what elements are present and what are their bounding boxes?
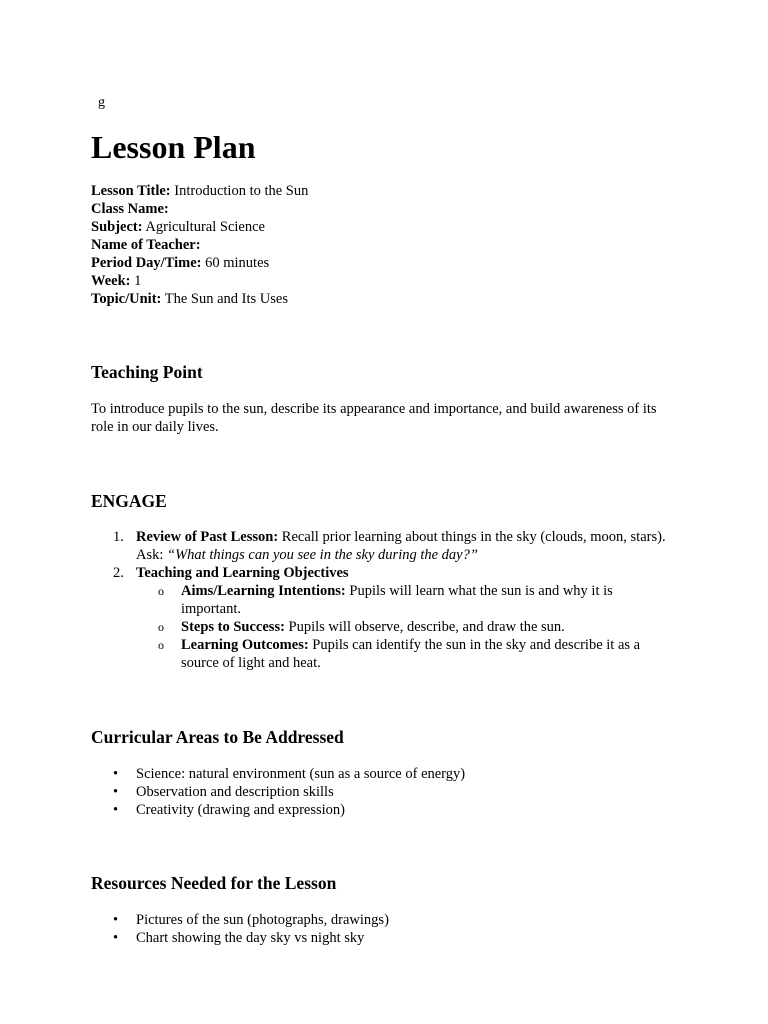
sub-bullet: o — [158, 638, 164, 652]
bullet: • — [113, 802, 119, 818]
meta-label: Class Name: — [91, 201, 169, 217]
list-item — [91, 911, 671, 929]
teaching-point-heading: Teaching Point — [91, 362, 203, 382]
sub-item-text: Pupils will observe, describe, and draw the sun. — [284, 619, 565, 635]
meta-value: Introduction to the Sun — [170, 183, 309, 199]
curricular-list — [91, 765, 671, 819]
item-label: Teaching and Learning Objectives — [136, 565, 349, 581]
meta-value: 60 minutes — [201, 255, 270, 271]
list-item — [91, 801, 671, 819]
teaching-point-text: To introduce pupils to the sun, describe its appearance and importance, and build awareness of its role in our daily lives. — [91, 401, 657, 435]
engage-item-objectives — [91, 564, 671, 672]
meta-label: Topic/Unit: — [91, 291, 162, 307]
list-number: 1. — [113, 529, 124, 545]
meta-week — [91, 272, 308, 290]
meta-teacher — [91, 236, 308, 254]
sub-item-text: Pupils can identify the sun in the sky and describe it as a source of light and heat. — [181, 637, 641, 671]
item-text: Recall prior learning about things in the sky (clouds, moon, stars). Ask: — [136, 529, 666, 563]
sub-bullet: o — [158, 620, 164, 634]
list-item-text: Chart showing the day sky vs night sky — [136, 930, 365, 946]
sub-item-outcomes — [91, 636, 671, 672]
list-item-text: Science: natural environment (sun as a source of energy) — [136, 766, 466, 782]
engage-heading: ENGAGE — [91, 491, 167, 511]
bullet: • — [113, 930, 119, 946]
meta-period — [91, 254, 308, 272]
meta-label: Subject: — [91, 219, 143, 235]
bullet: • — [113, 912, 119, 928]
bullet: • — [113, 766, 119, 782]
bullet: • — [113, 784, 119, 800]
sub-item-steps — [91, 618, 671, 636]
item-label: Review of Past Lesson: — [136, 529, 279, 545]
sub-item-aims — [91, 582, 671, 618]
meta-value: Agricultural Science — [142, 219, 265, 235]
engage-item-review — [91, 528, 671, 564]
resources-heading: Resources Needed for the Lesson — [91, 873, 337, 893]
resources-list — [91, 911, 671, 947]
list-item-text: Pictures of the sun (photographs, drawings) — [136, 912, 389, 928]
meta-value: The Sun and Its Uses — [161, 291, 288, 307]
meta-topic — [91, 290, 308, 308]
meta-value: 1 — [130, 273, 142, 289]
list-item-text: Observation and description skills — [136, 784, 334, 800]
curricular-heading: Curricular Areas to Be Addressed — [91, 727, 344, 747]
engage-list — [91, 528, 671, 672]
lesson-meta — [91, 182, 308, 308]
item-quote: “What things can you see in the sky during the day?” — [167, 547, 478, 563]
list-number: 2. — [113, 565, 124, 581]
sub-item-label: Learning Outcomes: — [181, 637, 309, 653]
sub-item-label: Aims/Learning Intentions: — [181, 583, 346, 599]
meta-label: Period Day/Time: — [91, 255, 202, 271]
sub-bullet: o — [158, 584, 164, 598]
meta-lesson-title — [91, 182, 308, 200]
page-title: Lesson Plan — [91, 129, 256, 165]
list-item — [91, 765, 671, 783]
meta-label: Week: — [91, 273, 131, 289]
meta-subject — [91, 218, 308, 236]
list-item — [91, 783, 671, 801]
objectives-sublist — [136, 582, 671, 672]
meta-label: Name of Teacher: — [91, 237, 201, 253]
sub-item-label: Steps to Success: — [181, 619, 285, 635]
sub-item-text: Pupils will learn what the sun is and why it is important. — [181, 583, 613, 617]
stray-character: g — [98, 95, 105, 110]
list-item-text: Creativity (drawing and expression) — [136, 802, 345, 818]
list-item — [91, 929, 671, 947]
meta-class-name — [91, 200, 308, 218]
meta-label: Lesson Title: — [91, 183, 171, 199]
